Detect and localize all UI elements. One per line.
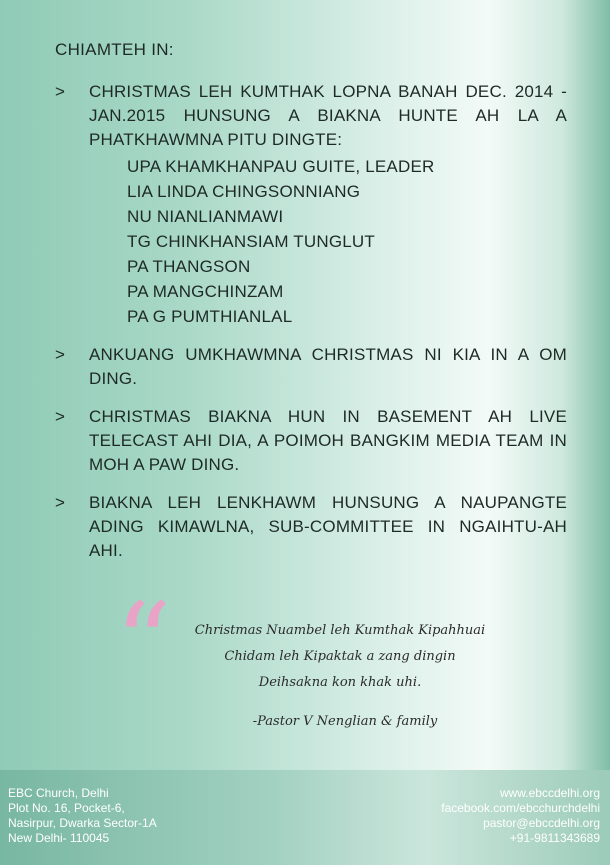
bullet-arrow-icon: > (55, 82, 65, 101)
phone-number: +91-9811343689 (509, 831, 600, 845)
footer (0, 770, 610, 865)
list-item-text: CHRISTMAS BIAKNA HUN IN BASEMENT AH LIVE TELECAST AHI DIA, A POIMOH BANGKIM MEDIA TEAM IN MOH A PAW DING. (89, 407, 567, 474)
volunteer-name: NU NIANLIANMAWI (127, 207, 284, 226)
bullet-arrow-icon: > (55, 493, 65, 512)
address-line: EBC Church, Delhi (8, 786, 109, 800)
notice-heading: CHIAMTEH IN: (55, 40, 174, 59)
notice-list (55, 80, 575, 577)
facebook-link[interactable]: facebook.com/ebcchurchdelhi (441, 801, 600, 815)
volunteer-name: PA THANGSON (127, 257, 251, 276)
greeting-quote (160, 618, 520, 696)
quote-line: Christmas Nuambel leh Kumthak Kipahhuai (194, 623, 486, 638)
list-item (55, 491, 575, 563)
volunteer-name-list (127, 154, 567, 329)
address-line: Nasirpur, Dwarka Sector-1A (8, 816, 157, 830)
quote-attribution: -Pastor V Nenglian & family (252, 714, 438, 729)
bullet-arrow-icon: > (55, 407, 65, 426)
quote-line: Chidam leh Kipaktak a zang dingin (224, 649, 456, 664)
church-contact (441, 786, 600, 846)
volunteer-name: LIA LINDA CHINGSONNIANG (127, 182, 361, 201)
email-link[interactable]: pastor@ebccdelhi.org (483, 816, 600, 830)
list-item (55, 80, 575, 329)
address-line: New Delhi- 110045 (8, 831, 110, 845)
list-item-text: BIAKNA LEH LENKHAWM HUNSUNG A NAUPANGTE ADING KIMAWLNA, SUB-COMMITTEE IN NGAIHTU-AH AHI. (89, 493, 567, 560)
address-line: Plot No. 16, Pocket-6, (8, 801, 125, 815)
volunteer-name: UPA KHAMKHANPAU GUITE, LEADER (127, 157, 435, 176)
list-item (55, 405, 575, 477)
volunteer-name: PA MANGCHINZAM (127, 282, 284, 301)
quote-line: Deihsakna kon khak uhi. (258, 675, 422, 690)
volunteer-name: PA G PUMTHIANLAL (127, 307, 293, 326)
list-item (55, 343, 575, 391)
list-item-text: CHRISTMAS LEH KUMTHAK LOPNA BANAH DEC. 2014 - JAN.2015 HUNSUNG A BIAKNA HUNTE AH LA A PHATKHAWMNA PITU DINGTE: (89, 82, 567, 149)
church-address (8, 786, 157, 846)
quote-mark-icon: “ (115, 579, 172, 707)
website-link[interactable]: www.ebccdelhi.org (499, 786, 600, 800)
bullet-arrow-icon: > (55, 345, 65, 364)
volunteer-name: TG CHINKHANSIAM TUNGLUT (127, 232, 375, 251)
list-item-text: ANKUANG UMKHAWMNA CHRISTMAS NI KIA IN A OM DING. (89, 345, 567, 388)
